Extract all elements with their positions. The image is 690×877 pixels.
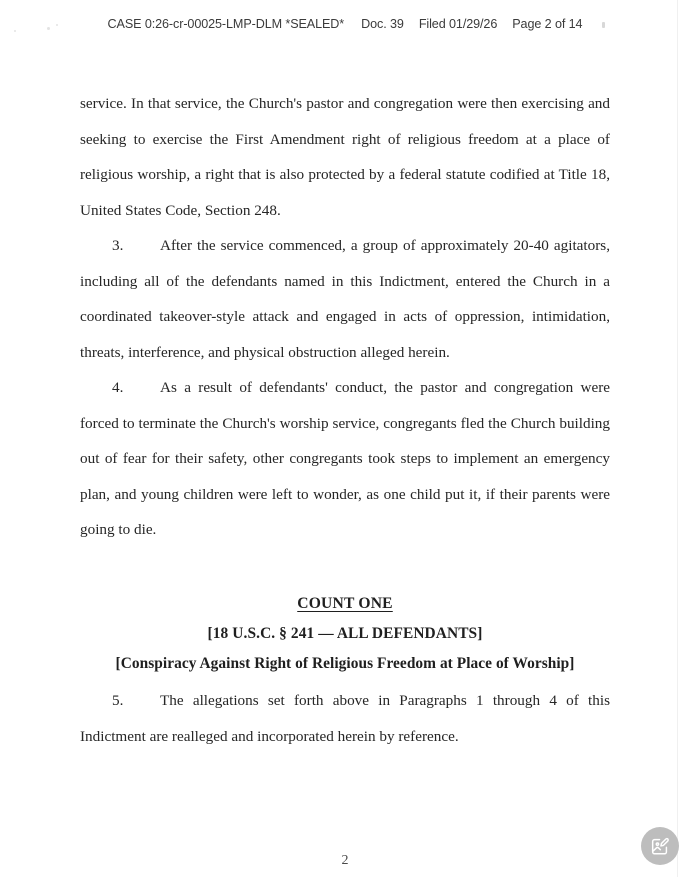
paragraph-5 [80, 683, 610, 754]
count-label: COUNT ONE [297, 595, 393, 612]
paragraph-5-text: The allegations set forth above in Paragraphs 1 through 4 of this Indictment are realleged and incorporated herein by reference. [80, 692, 610, 745]
page-folio: 2 [341, 853, 349, 868]
paragraph-4 [80, 370, 610, 548]
document-body-continued [80, 683, 610, 754]
paragraph-5-number: 5. [112, 692, 124, 709]
image-edit-fab[interactable] [641, 827, 679, 865]
document-body [80, 86, 610, 548]
count-statute: [18 U.S.C. § 241 — ALL DEFENDANTS] [207, 625, 483, 642]
header-page-indicator: Page 2 of 14 [512, 17, 583, 31]
header-filed-date: Filed 01/29/26 [418, 17, 498, 31]
paragraph-4-text: As a result of defendants' conduct, the pastor and congregation were forced to terminate the Church's worship service, congregants fled the Church building out of fear for their safety, other congregants took steps to implement an emergency plan, and young children were left to wonder, as one child put it, if their parents were going to die. [80, 379, 610, 538]
count-heading-block [0, 589, 690, 679]
header-case-number: CASE 0:26-cr-00025-LMP-DLM *SEALED* [107, 17, 345, 31]
image-edit-icon [649, 835, 671, 857]
paragraph-continued: service. In that service, the Church's pastor and congregation were then exercising and seeking to exercise the First Amendment right of religious freedom at a place of religious worship, a right that is also protected by a federal statute codified at Title 18, United States Code, Section 248. [80, 95, 610, 219]
paragraph-3-text: After the service commenced, a group of approximately 20-40 agitators, including all of the defendants named in this Indictment, entered the Church in a coordinated takeover-style attack and engaged in acts of oppression, intimidation, threats, interference, and physical obstruction alleged herein. [80, 237, 610, 361]
paragraph-4-number: 4. [112, 379, 124, 396]
paragraph-3-number: 3. [112, 237, 124, 254]
ecf-filing-header [0, 17, 690, 31]
page-edge-line [677, 0, 678, 877]
count-charge-title: [Conspiracy Against Right of Religious Freedom at Place of Worship] [115, 655, 575, 672]
header-document-number: Doc. 39 [361, 17, 404, 31]
paragraph-3 [80, 228, 610, 370]
